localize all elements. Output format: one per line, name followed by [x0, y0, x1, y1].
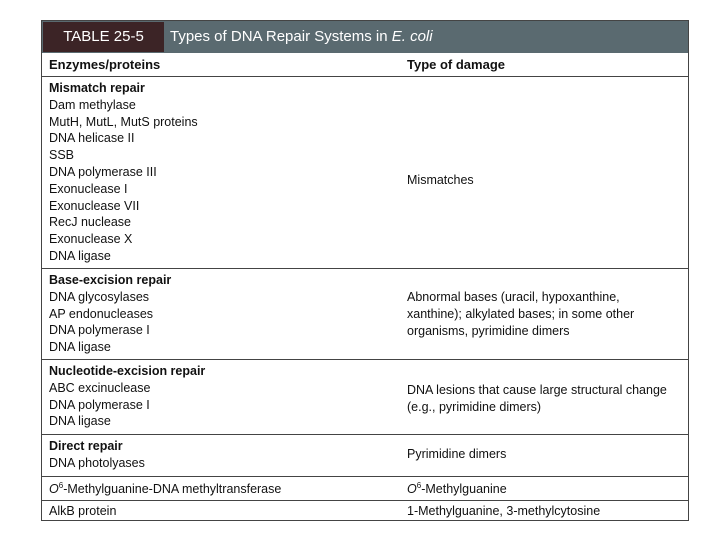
table-row — [42, 269, 688, 360]
enzyme-text: -Methylguanine-DNA methyltransferase — [63, 482, 282, 496]
enzyme-item: Exonuclease I — [49, 181, 128, 196]
dna-repair-table — [41, 20, 689, 521]
o6-prefix: O — [407, 482, 417, 496]
enzyme-cell — [49, 438, 145, 472]
enzyme-item: DNA ligase — [49, 340, 111, 355]
enzyme-item: DNA photolyases — [49, 455, 145, 470]
damage-cell: Abnormal bases (uracil, hypoxanthine, xanthine); alkylated bases; in some other organisms, pyrimidine dimers — [407, 290, 635, 338]
damage-cell: Mismatches — [407, 173, 474, 187]
repair-group-label: Mismatch repair — [49, 81, 145, 95]
enzyme-item: Exonuclease X — [49, 232, 133, 247]
enzyme-cell — [49, 272, 171, 356]
repair-group-label: Base-excision repair — [49, 273, 172, 287]
table-title-text: Types of DNA Repair Systems in — [170, 28, 392, 45]
enzyme-cell: AlkB protein — [49, 504, 117, 518]
enzyme-cell — [49, 363, 205, 430]
table-body — [42, 77, 688, 520]
damage-cell — [407, 481, 677, 498]
enzyme-item: SSB — [49, 148, 75, 163]
table-row — [42, 501, 688, 520]
table-number-label: TABLE 25-5 — [43, 22, 164, 52]
enzyme-item: DNA polymerase I — [49, 397, 150, 412]
table-row — [42, 77, 688, 269]
table-row — [42, 477, 688, 501]
column-header-row — [42, 53, 688, 77]
enzyme-item: RecJ nuclease — [49, 215, 131, 230]
column-header-damage: Type of damage — [407, 57, 506, 72]
enzyme-cell — [49, 80, 198, 265]
o6-prefix: O — [49, 482, 59, 496]
enzyme-item: DNA ligase — [49, 248, 111, 263]
enzyme-item: Dam methylase — [49, 97, 136, 112]
column-header-enzymes: Enzymes/proteins — [49, 57, 161, 72]
damage-cell: DNA lesions that cause large structural change (e.g., pyrimidine dimers) — [407, 383, 667, 414]
enzyme-item: AP endonucleases — [49, 306, 154, 321]
o6-superscript: 6 — [58, 480, 64, 490]
repair-group-label: Direct repair — [49, 439, 123, 453]
table-row — [42, 435, 688, 477]
damage-cell: Pyrimidine dimers — [407, 447, 507, 461]
enzyme-item: Exonuclease VII — [49, 198, 140, 213]
table-title-organism: E. coli — [391, 28, 433, 45]
enzyme-item: DNA ligase — [49, 414, 111, 429]
enzyme-item: DNA helicase II — [49, 131, 135, 146]
table-title — [170, 21, 433, 53]
o6-superscript: 6 — [416, 480, 422, 490]
enzyme-item: DNA glycosylases — [49, 289, 150, 304]
enzyme-item: MutH, MutL, MutS proteins — [49, 114, 198, 129]
enzyme-cell — [49, 481, 281, 498]
damage-text: -Methylguanine — [421, 482, 507, 496]
enzyme-item: ABC excinuclease — [49, 380, 151, 395]
damage-cell: 1-Methylguanine, 3-methylcytosine — [407, 504, 601, 518]
enzyme-item: DNA polymerase III — [49, 164, 157, 179]
table-title-bar — [42, 21, 688, 53]
repair-group-label: Nucleotide-excision repair — [49, 364, 206, 378]
table-row — [42, 360, 688, 435]
enzyme-item: DNA polymerase I — [49, 323, 150, 338]
